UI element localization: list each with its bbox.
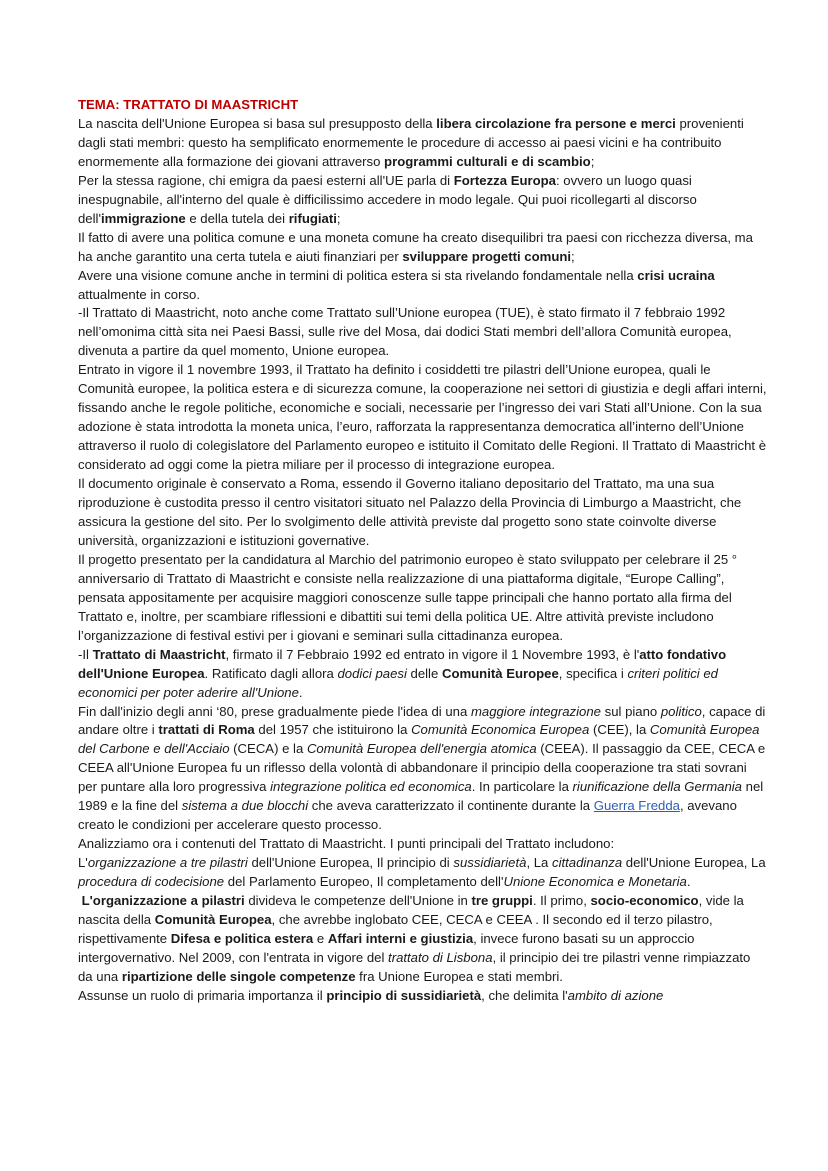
text-run: , che avrebbe inglobato CEE, CECA e CEEA . Il secondo ed il terzo pilastro, rispettivamente [78, 911, 713, 946]
text-run: . [686, 874, 691, 890]
text-run: Avere una visione comune anche in termini di politica estera si sta rivelando fondamentale nella [78, 267, 638, 283]
text-run: nel 1989 e la fine del [78, 779, 764, 814]
italic-text: integrazione politica ed economica [270, 779, 472, 795]
paragraph-three-pillars: Entrato in vigore il 1 novembre 1993, il Trattato ha definito i cosiddetti tre pilastri dell’Unione europea, quali le Comunità europee, la politica estera e di sicurezza comune, la cooperazione nei settori di giustizia e degli affari interni, fissando anche le regole politiche, economiche e sociali, necessarie per l’ingresso dei vari Stati all’Unione. Con la sua adozione è stata introdotta la moneta unica, l’euro, rafforzata la rappresentanza democratica all’interno dell’Unione attraverso il ruolo di colegislatore del Parlamento europeo e istituito il Comitato delle Regioni. Il Trattato di Maastricht è considerato ad oggi come la pietra miliare per il processo di integrazione europea. [78, 362, 767, 473]
text-run: fra Unione Europea e stati membri. [355, 968, 563, 984]
paragraph-free-movement [78, 115, 768, 172]
text-run: e [313, 930, 328, 946]
paragraph-common-currency [78, 229, 768, 267]
paragraph-integration-history [78, 703, 768, 836]
italic-text: trattato di Lisbona [388, 949, 493, 965]
italic-text: dodici paesi [337, 665, 407, 681]
paragraph-fortress-europe [78, 172, 768, 229]
text-run: Fin dall'inizio degli anni ‘80, prese gradualmente piede l'idea di una [78, 703, 471, 719]
text-run: Assunse un ruolo di primaria importanza il [78, 987, 327, 1003]
text-run: : ovvero un luogo quasi inespugnabile, all'interno del quale è difficilissimo accedere in modo legale. Qui puoi ricollegarti al discorso dell' [78, 172, 697, 226]
text-run: del Parlamento Europeo, Il completamento dell' [224, 874, 504, 890]
bold-text: Affari interni e giustizia [327, 930, 474, 946]
bold-text: programmi culturali e di scambio [384, 153, 591, 169]
text-run: ; [336, 210, 341, 226]
bold-text: principio di sussidiarietà [326, 987, 482, 1003]
text-run: . Il primo, [532, 893, 591, 909]
text-run: Per la stessa ragione, chi emigra da paesi esterni all'UE parla di [78, 172, 454, 188]
text-run: dell'Unione Europea, La [622, 855, 766, 871]
italic-text: criteri politici ed economici per poter aderire all'Unione [78, 665, 718, 700]
text-run: che aveva caratterizzato il continente durante la [308, 798, 594, 814]
italic-text: procedura di codecisione [78, 874, 225, 890]
paragraph-main-points-intro: Analizziamo ora i contenuti del Trattato di Maastricht. I punti principali del Trattato includono: [78, 836, 615, 852]
text-run: (CECA) e la [229, 741, 307, 757]
bold-text: Comunità Europee [441, 665, 559, 681]
paragraph-heritage-project: Il progetto presentato per la candidatura al Marchio del patrimonio europeo è stato sviluppato per celebrare il 25 ° anniversario di Trattato di Maastricht e consiste nella realizzazione di una piattaforma digitale, “Europe Calling”, pensata appositamente per acquisire maggiori conoscenze sulle tappe principali che hanno portato alla firma del Trattato e, inoltre, per scambiare riflessioni e dibattiti sui temi della politica UE. Altre attività previste includono l’organizzazione di festival estivi per i giovani e seminari sulla cittadinanza europea. [78, 551, 738, 643]
document-title: TEMA: TRATTATO DI MAASTRICHT [78, 97, 299, 112]
text-run: , il principio dei tre pilastri venne rimpiazzato da una [78, 949, 751, 984]
paragraph-treaty-signature: -Il Trattato di Maastricht, noto anche come Trattato sull’Unione europea (TUE), è stato firmato il 7 febbraio 1992 nell’omonima città sita nei Paesi Bassi, sulle rive del Mosa, dai dodici Stati membri dell’allora Comunità europea, divenuta a partire da quel momento, Unione europea. [78, 305, 732, 359]
paragraph-main-points-list [78, 854, 768, 892]
text-run: del 1957 che istituirono la [254, 722, 412, 738]
paragraph-founding-act [78, 646, 768, 703]
paragraph-subsidiarity [78, 987, 768, 1006]
bold-text: immigrazione [100, 210, 186, 226]
text-run: attualmente in corso. [78, 286, 200, 302]
text-run: , capace di andare oltre i [78, 703, 766, 738]
bold-text: tre gruppi [471, 893, 533, 909]
bold-text: crisi ucraina [637, 267, 715, 283]
text-run: , firmato il 7 Febbraio 1992 ed entrato in vigore il 1 Novembre 1993, è l' [225, 646, 640, 662]
guerra-fredda-link[interactable]: Guerra Fredda [593, 798, 680, 814]
bold-text: Fortezza Europa [453, 172, 556, 188]
bold-text: socio-economico [590, 893, 699, 909]
italic-text: sussidiarietà [453, 855, 527, 871]
text-run: L' [78, 855, 88, 871]
text-run: -Il [78, 646, 93, 662]
bold-text: trattati di Roma [158, 722, 255, 738]
italic-text: Unione Economica e Monetaria [503, 874, 687, 890]
italic-text: maggiore integrazione [470, 703, 601, 719]
text-run: , che delimita l' [481, 987, 568, 1003]
bold-text: sviluppare progetti comuni [402, 248, 572, 264]
text-run: sul piano [600, 703, 661, 719]
text-run: ; [590, 153, 595, 169]
bold-text: Comunità Europea [154, 911, 272, 927]
text-run: (CEE), la [589, 722, 650, 738]
paragraph-pillar-organization [78, 892, 768, 987]
text-run: (CEEA). Il passaggio da CEE, CECA e CEEA all'Unione Europea fu un riflesso della volontà di abbandonare il principio della cooperazione tra stati sovrani per puntare alla loro progressiva [78, 741, 766, 795]
document-page [78, 96, 768, 1006]
bold-text: L'organizzazione a pilastri [81, 893, 245, 909]
italic-text: ambito di azione [567, 987, 664, 1003]
text-run: , La [526, 855, 553, 871]
bold-text: Trattato di Maastricht [92, 646, 226, 662]
text-run: , specifica i [558, 665, 628, 681]
bold-text: libera circolazione fra persone e merci [436, 115, 676, 131]
text-run: , avevano creato le condizioni per accelerare questo processo. [78, 798, 737, 833]
text-run: . Ratificato dagli allora [204, 665, 338, 681]
text-run: , invece furono basati su un approccio intergovernativo. Nel 2009, con l'entrata in vigore del [78, 930, 695, 965]
italic-text: Comunità Economica Europea [411, 722, 590, 738]
bold-text: Difesa e politica estera [170, 930, 314, 946]
text-run: La nascita dell'Unione Europea si basa sul presupposto della [78, 115, 437, 131]
text-run: dell'Unione Europea, Il principio di [247, 855, 454, 871]
text-run: . [298, 684, 303, 700]
text-run: divideva le competenze dell'Unione in [244, 893, 472, 909]
italic-text: riunificazione della Germania [572, 779, 742, 795]
text-run: provenienti dagli stati membri: questo ha semplificato enormemente le procedure di accesso ai paesi vicini e ha contribuito enormemente alla formazione dei giovani attraverso [78, 115, 744, 169]
text-run: e della tutela dei [185, 210, 289, 226]
bold-text: ripartizione delle singole competenze [121, 968, 356, 984]
italic-text: cittadinanza [552, 855, 623, 871]
text-run: ; [571, 248, 575, 264]
text-run: Il fatto di avere una politica comune e una moneta comune ha creato disequilibri tra paesi con ricchezza diversa, ma ha anche garantito una certa tutela e aiuti finanziari per [78, 229, 753, 264]
italic-text: politico [660, 703, 702, 719]
bold-text: rifugiati [288, 210, 337, 226]
paragraph-original-document: Il documento originale è conservato a Roma, essendo il Governo italiano depositario del Trattato, ma una sua riproduzione è custodita presso il centro visitatori situato nel Palazzo della Provincia di Limburgo a Maastricht, che assicura la gestione del sito. Per lo svolgimento delle attività previste dal progetto sono state coinvolte diverse università, organizzazioni e istituzioni governative. [78, 476, 742, 548]
paragraph-foreign-policy [78, 267, 768, 305]
italic-text: Comunità Europea dell'energia atomica [306, 741, 537, 757]
bold-text: atto fondativo dell'Unione Europea [78, 646, 727, 681]
text-run: , vide la nascita della [78, 893, 744, 927]
italic-text: organizzazione a tre pilastri [87, 855, 248, 871]
text-run: . In particolare la [471, 779, 573, 795]
text-run: delle [406, 665, 442, 681]
italic-text: Comunità Europea del Carbone e dell'Acciaio [78, 722, 760, 757]
italic-text: sistema a due blocchi [181, 798, 309, 814]
